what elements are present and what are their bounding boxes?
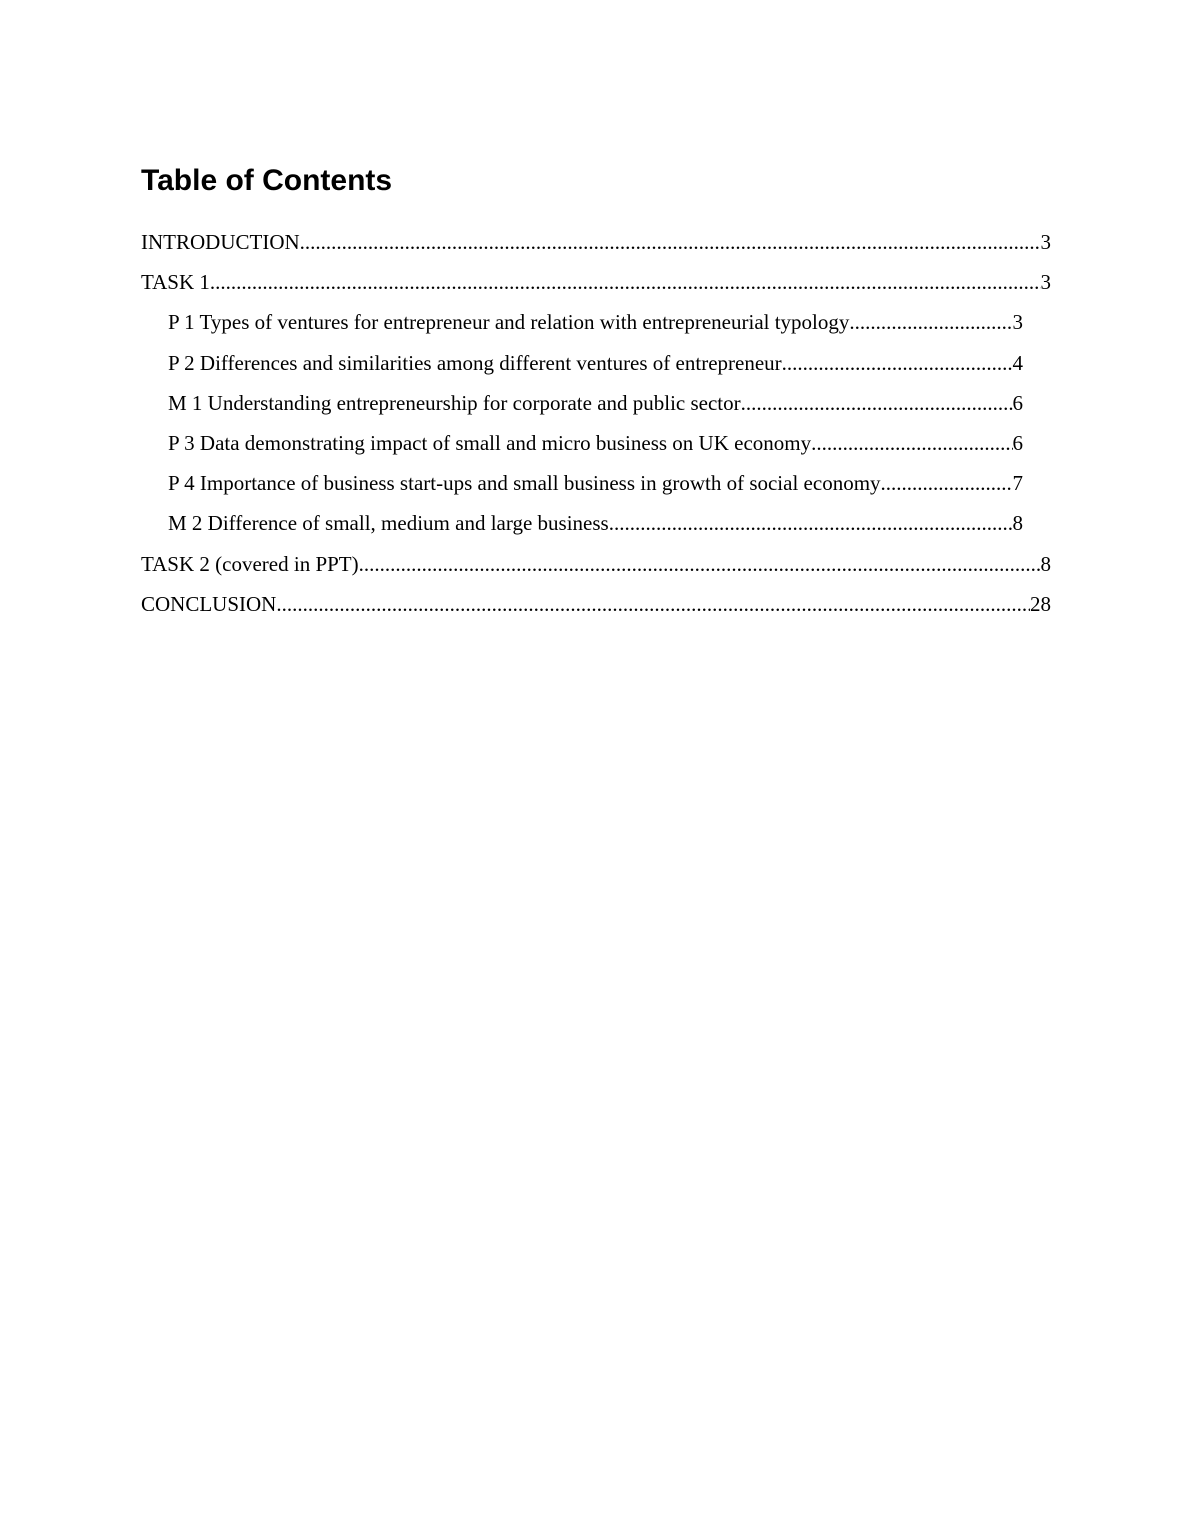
toc-entry-text: P 4 Importance of business start-ups and small business in growth of social economy bbox=[168, 471, 881, 496]
toc-list bbox=[141, 226, 1051, 628]
toc-entry-text: P 2 Differences and similarities among different ventures of entrepreneur bbox=[168, 350, 782, 375]
toc-entry-text: P 3 Data demonstrating impact of small and micro business on UK economy bbox=[168, 430, 812, 455]
toc-entry-m2[interactable] bbox=[168, 507, 1023, 547]
toc-dot-leader bbox=[811, 427, 1012, 459]
toc-page-number: 3 bbox=[1040, 270, 1051, 295]
toc-entry-text: INTRODUCTION bbox=[141, 230, 300, 254]
toc-dot-leader bbox=[782, 347, 1013, 379]
toc-entry-text: P 1 Types of ventures for entrepreneur and relation with entrepreneurial typology bbox=[168, 310, 850, 335]
toc-dot-leader bbox=[881, 467, 1013, 499]
toc-entry-task-1[interactable] bbox=[141, 266, 1051, 306]
toc-title: Table of Contents bbox=[141, 164, 393, 197]
toc-entry-p2[interactable] bbox=[168, 347, 1023, 387]
toc-entry-task-2[interactable] bbox=[141, 548, 1051, 588]
toc-page-number: 6 bbox=[1012, 430, 1023, 455]
toc-entry-text: TASK 1 bbox=[141, 270, 210, 295]
toc-dot-leader bbox=[359, 548, 1041, 580]
toc-dot-leader bbox=[849, 306, 1012, 338]
toc-entry-m1[interactable] bbox=[168, 387, 1023, 427]
toc-entry-text: M 2 Difference of small, medium and large business bbox=[168, 511, 609, 536]
toc-entry-introduction[interactable] bbox=[141, 226, 1051, 266]
toc-dot-leader bbox=[741, 387, 1013, 419]
toc-page-number: 3 bbox=[1040, 230, 1051, 254]
toc-page-number: 3 bbox=[1012, 310, 1023, 335]
toc-page-number: 28 bbox=[1030, 591, 1051, 616]
toc-dot-leader bbox=[276, 588, 1030, 620]
toc-dot-leader bbox=[210, 266, 1041, 298]
toc-entry-text: TASK 2 (covered in PPT) bbox=[141, 551, 359, 576]
toc-page-number: 7 bbox=[1012, 471, 1023, 496]
toc-dot-leader bbox=[300, 226, 1041, 258]
toc-entry-text: CONCLUSION bbox=[141, 591, 277, 616]
toc-dot-leader bbox=[609, 507, 1013, 539]
toc-entry-text: M 1 Understanding entrepreneurship for corporate and public sector bbox=[168, 390, 741, 415]
toc-page-number: 6 bbox=[1012, 390, 1023, 415]
toc-entry-p4[interactable] bbox=[168, 467, 1023, 507]
toc-page-number: 8 bbox=[1040, 551, 1051, 576]
toc-entry-p3[interactable] bbox=[168, 427, 1023, 467]
toc-entry-p1[interactable] bbox=[168, 306, 1023, 346]
toc-page-number: 8 bbox=[1012, 511, 1023, 536]
toc-page-number: 4 bbox=[1012, 350, 1023, 375]
toc-entry-conclusion[interactable] bbox=[141, 588, 1051, 628]
